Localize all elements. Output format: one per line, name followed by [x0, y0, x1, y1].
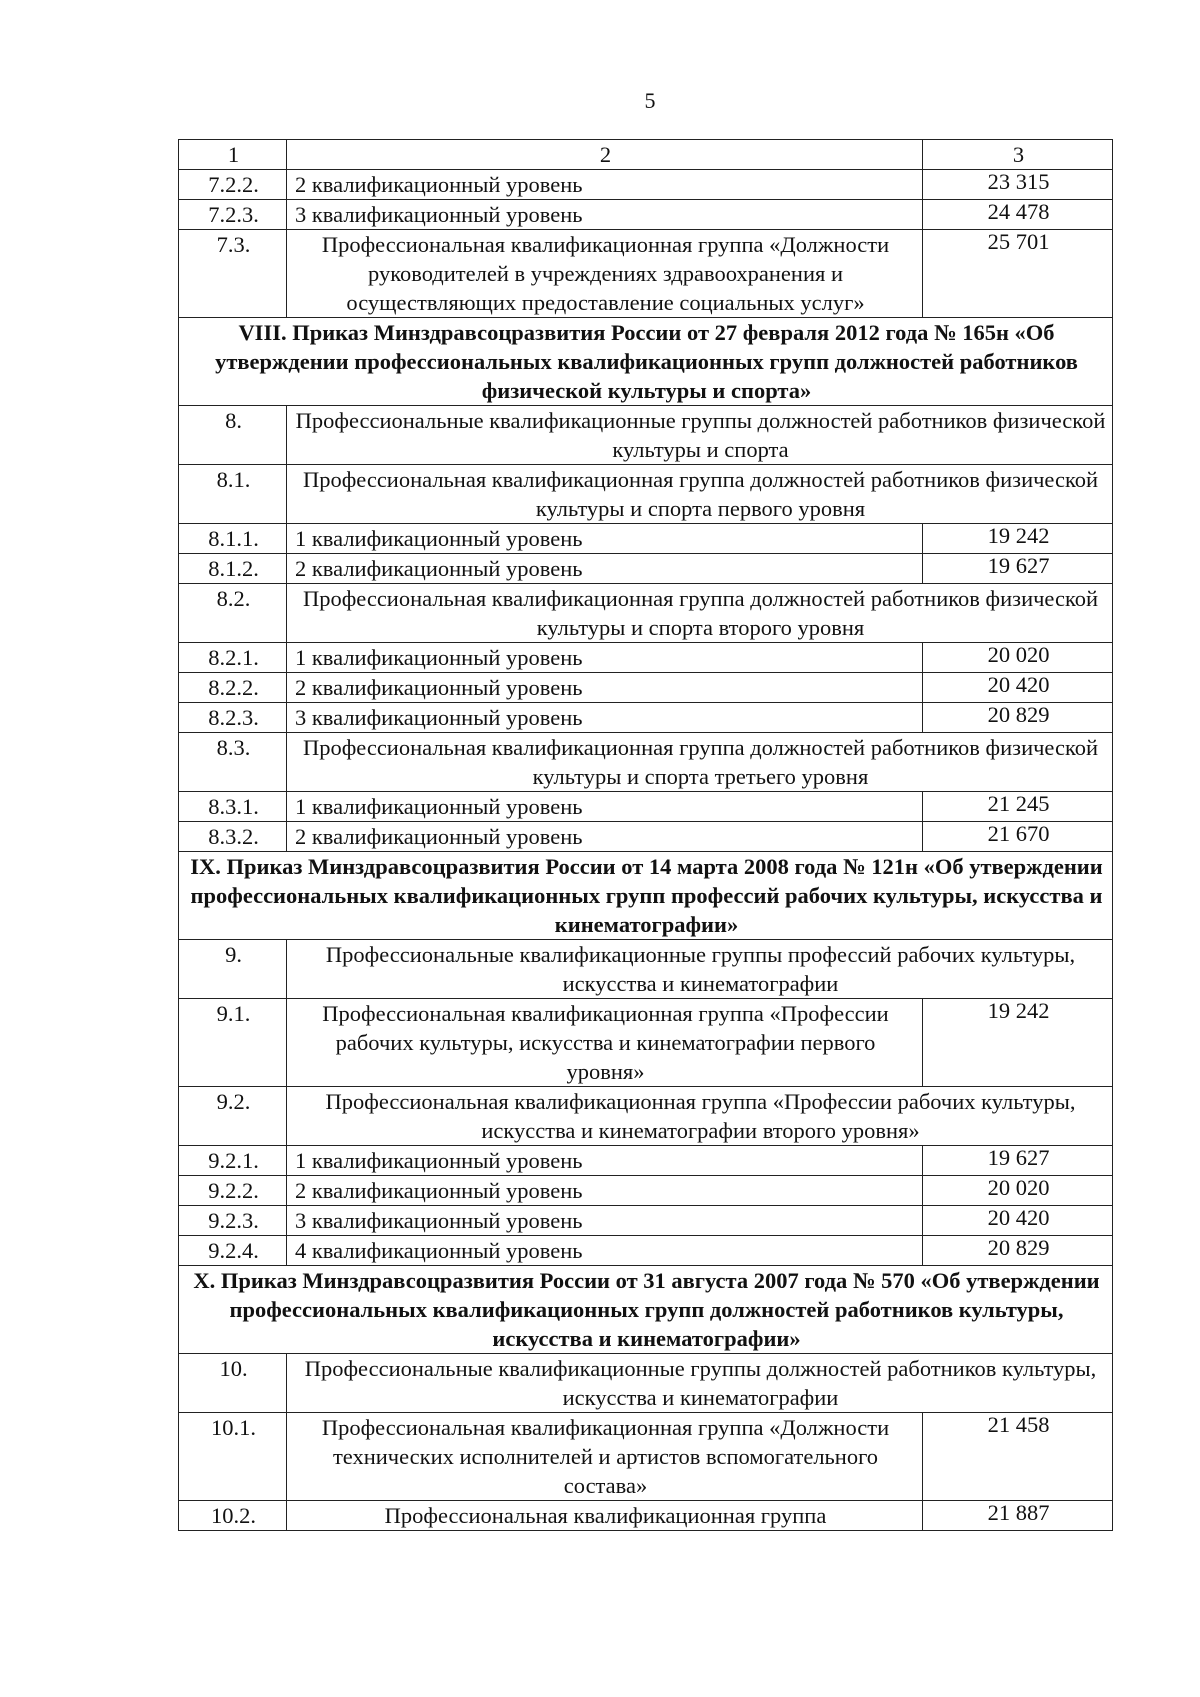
item-description: 2 квалификационный уровень: [287, 554, 923, 584]
salary-value: 20 020: [923, 643, 1113, 673]
item-description: Профессиональная квалификационная группа должностей работников физической культуры и спорта первого уровня: [287, 465, 1113, 524]
item-description: 1 квалификационный уровень: [287, 792, 923, 822]
salary-value: 20 829: [923, 1236, 1113, 1266]
item-number: 8.: [179, 406, 287, 465]
item-description: 2 квалификационный уровень: [287, 170, 923, 200]
item-number: 8.2.3.: [179, 703, 287, 733]
salary-value: 20 420: [923, 673, 1113, 703]
table-row: [179, 822, 1113, 852]
item-number: 8.1.2.: [179, 554, 287, 584]
header-cell: 3: [923, 140, 1113, 170]
item-description: 3 квалификационный уровень: [287, 703, 923, 733]
salary-value: 20 829: [923, 703, 1113, 733]
item-number: 9.1.: [179, 999, 287, 1087]
salary-value: 19 627: [923, 1146, 1113, 1176]
group-row: [179, 999, 1113, 1087]
item-number: 7.2.2.: [179, 170, 287, 200]
item-number: 8.1.1.: [179, 524, 287, 554]
salary-table-body: [179, 140, 1113, 1531]
item-number: 8.3.2.: [179, 822, 287, 852]
item-description: Профессиональная квалификационная группа должностей работников физической культуры и спорта третьего уровня: [287, 733, 1113, 792]
group-row: [179, 940, 1113, 999]
salary-table: [178, 139, 1113, 1531]
table-row: [179, 170, 1113, 200]
salary-value: 21 887: [923, 1501, 1113, 1531]
item-description: 1 квалификационный уровень: [287, 1146, 923, 1176]
group-row: [179, 584, 1113, 643]
salary-value: 20 420: [923, 1206, 1113, 1236]
item-number: 7.2.3.: [179, 200, 287, 230]
item-number: 8.2.2.: [179, 673, 287, 703]
salary-value: 20 020: [923, 1176, 1113, 1206]
table-row: [179, 200, 1113, 230]
page-number: 5: [644, 88, 656, 113]
section-header: VIII. Приказ Минздравсоцразвития России от 27 февраля 2012 года № 165н «Об утверждении профессиональных квалификационных групп должностей работников физической культуры и спорта»: [179, 318, 1113, 406]
table-row: [179, 1206, 1113, 1236]
table-row: [179, 703, 1113, 733]
item-description: 2 квалификационный уровень: [287, 822, 923, 852]
table-row: [179, 1236, 1113, 1266]
item-description: Профессиональные квалификационные группы профессий рабочих культуры, искусства и кинематографии: [287, 940, 1113, 999]
group-row: [179, 1501, 1113, 1531]
item-number: 9.2.2.: [179, 1176, 287, 1206]
item-description: Профессиональная квалификационная группа «Должности руководителей в учреждениях здравоохранения и осуществляющих предоставление социальных услуг»: [287, 230, 923, 318]
group-row: [179, 230, 1113, 318]
section-header: IX. Приказ Минздравсоцразвития России от 14 марта 2008 года № 121н «Об утверждении профессиональных квалификационных групп профессий рабочих культуры, искусства и кинематографии»: [179, 852, 1113, 940]
table-row: [179, 643, 1113, 673]
table-row: [179, 524, 1113, 554]
item-description: Профессиональная квалификационная группа должностей работников физической культуры и спорта второго уровня: [287, 584, 1113, 643]
item-description: Профессиональная квалификационная группа «Профессии рабочих культуры, искусства и кинематографии второго уровня»: [287, 1087, 1113, 1146]
section-header-row: [179, 318, 1113, 406]
item-number: 10.1.: [179, 1413, 287, 1501]
item-number: 8.2.: [179, 584, 287, 643]
section-header-row: [179, 1266, 1113, 1354]
item-number: 9.: [179, 940, 287, 999]
header-cell: 2: [287, 140, 923, 170]
table-header-row: [179, 140, 1113, 170]
group-row: [179, 733, 1113, 792]
item-number: 10.2.: [179, 1501, 287, 1531]
item-number: 8.3.1.: [179, 792, 287, 822]
table-row: [179, 673, 1113, 703]
group-row: [179, 465, 1113, 524]
salary-value: 21 245: [923, 792, 1113, 822]
item-number: 9.2.: [179, 1087, 287, 1146]
item-number: 8.2.1.: [179, 643, 287, 673]
item-description: Профессиональные квалификационные группы должностей работников культуры, искусства и кинематографии: [287, 1354, 1113, 1413]
group-row: [179, 1087, 1113, 1146]
group-row: [179, 1354, 1113, 1413]
salary-value: 21 670: [923, 822, 1113, 852]
salary-value: 19 242: [923, 524, 1113, 554]
item-number: 9.2.4.: [179, 1236, 287, 1266]
group-row: [179, 406, 1113, 465]
salary-value: 24 478: [923, 200, 1113, 230]
salary-value: 21 458: [923, 1413, 1113, 1501]
item-number: 8.3.: [179, 733, 287, 792]
item-description: 3 квалификационный уровень: [287, 1206, 923, 1236]
item-description: 2 квалификационный уровень: [287, 673, 923, 703]
header-cell: 1: [179, 140, 287, 170]
item-description: Профессиональная квалификационная группа: [287, 1501, 923, 1531]
item-description: Профессиональная квалификационная группа «Профессии рабочих культуры, искусства и кинематографии первого уровня»: [287, 999, 923, 1087]
item-description: 3 квалификационный уровень: [287, 200, 923, 230]
table-row: [179, 1176, 1113, 1206]
salary-value: 19 242: [923, 999, 1113, 1087]
item-number: 7.3.: [179, 230, 287, 318]
item-number: 9.2.3.: [179, 1206, 287, 1236]
item-description: 2 квалификационный уровень: [287, 1176, 923, 1206]
table-row: [179, 1146, 1113, 1176]
item-description: 1 квалификационный уровень: [287, 643, 923, 673]
table-row: [179, 554, 1113, 584]
item-number: 9.2.1.: [179, 1146, 287, 1176]
salary-value: 19 627: [923, 554, 1113, 584]
item-number: 10.: [179, 1354, 287, 1413]
item-description: Профессиональная квалификационная группа «Должности технических исполнителей и артистов вспомогательного состава»: [287, 1413, 923, 1501]
table-row: [179, 792, 1113, 822]
item-number: 8.1.: [179, 465, 287, 524]
section-header-row: [179, 852, 1113, 940]
section-header: X. Приказ Минздравсоцразвития России от 31 августа 2007 года № 570 «Об утверждении профессиональных квалификационных групп должностей работников культуры, искусства и кинематографии»: [179, 1266, 1113, 1354]
item-description: Профессиональные квалификационные группы должностей работников физической культуры и спорта: [287, 406, 1113, 465]
group-row: [179, 1413, 1113, 1501]
item-description: 1 квалификационный уровень: [287, 524, 923, 554]
salary-value: 25 701: [923, 230, 1113, 318]
item-description: 4 квалификационный уровень: [287, 1236, 923, 1266]
salary-value: 23 315: [923, 170, 1113, 200]
